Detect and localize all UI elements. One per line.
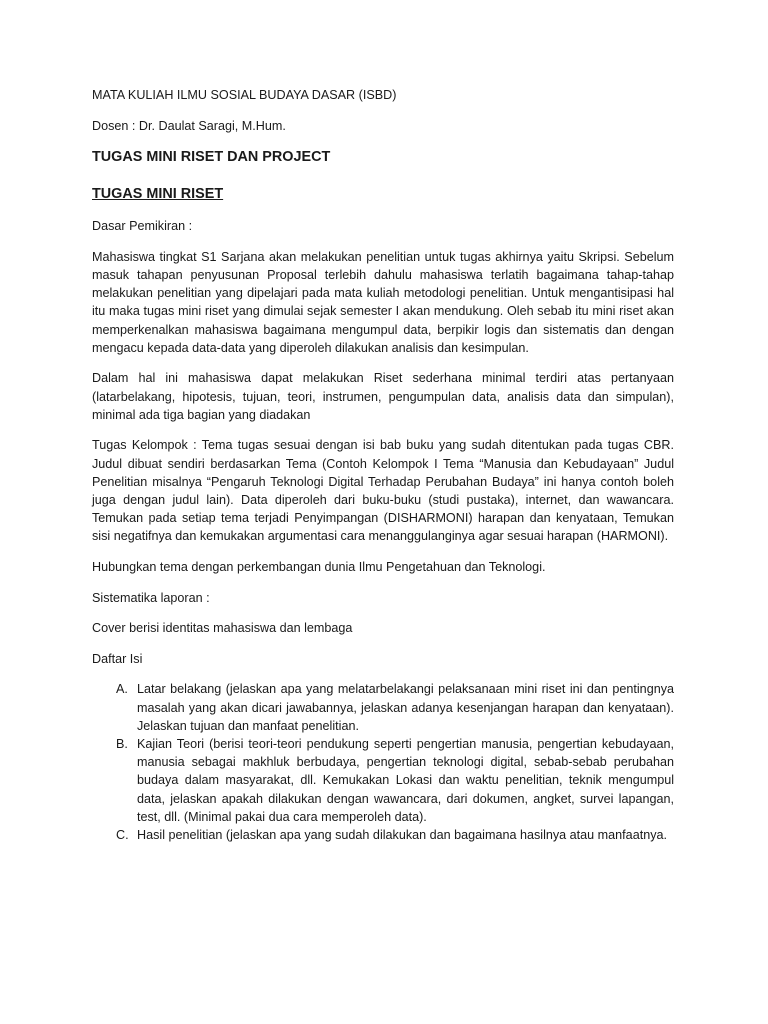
lecturer-line: Dosen : Dr. Daulat Saragi, M.Hum.: [92, 118, 286, 133]
rationale-label: Dasar Pemikiran :: [92, 219, 193, 234]
list-item-text: Hasil penelitian (jelaskan apa yang sudah dilakukan dan bagaimana hasilnya atau manfaatnya.: [137, 828, 667, 842]
list-item-text: Kajian Teori (berisi teori-teori pendukung seperti pengertian manusia, pengertian kebudayaan, manusia sebagai makhluk berbudaya, pengertian teknologi digital, sebab-sebab perubahan budaya dalam masyarakat, dll. Kemukakan Lokasi dan waktu penelitian, teknik mengumpul data, jelaskan apakah dilakukan dengan wawancara, dari dokumen, angket, survei lapangan, test, dll. (Minimal pakai dua cara memperoleh data).: [137, 736, 674, 824]
cover-line: Cover berisi identitas mahasiswa dan lembaga: [92, 621, 353, 636]
list-item: [92, 826, 674, 844]
toc-label: Daftar Isi: [92, 651, 143, 666]
list-item: [92, 680, 674, 735]
course-line: MATA KULIAH ILMU SOSIAL BUDAYA DASAR (ISBD): [92, 88, 397, 102]
sub-heading: TUGAS MINI RISET: [92, 186, 224, 203]
paragraph-rationale: Mahasiswa tingkat S1 Sarjana akan melakukan penelitian untuk tugas akhirnya yaitu Skripsi. Sebelum masuk tahapan penyusunan Proposal terlebih dahulu mahasiswa terlatih bagaimana tahap-tahap melakukan penelitian yang dipelajari pada mata kuliah metodologi penelitian. Untuk mengantisipasi hal itu maka tugas mini riset yang dimulai sejak semester I akan mendukung. Oleh sebab itu mini riset akan memperkenalkan mahasiswa bagaimana mengumpul data, berpikir logis dan sistematis dan dengan mengacu kepada data-data yang diperoleh dilakukan analisis dan kesimpulan.: [92, 249, 674, 355]
paragraph-research-scope: Dalam hal ini mahasiswa dapat melakukan Riset sederhana minimal terdiri atas pertanyaan (latarbelakang, hipotesis, tujuan, teori, instrumen, pengumpulan data, analisis data dan simpulan), minimal ada tiga bagian yang diadakan: [92, 371, 674, 422]
list-marker: A.: [116, 682, 128, 697]
list-item: [92, 735, 674, 826]
list-marker: B.: [116, 736, 128, 751]
list-marker: C.: [116, 828, 129, 842]
paragraph-relate-theme: Hubungkan tema dengan perkembangan dunia Ilmu Pengetahuan dan Teknologi.: [92, 560, 546, 574]
list-item-text: Latar belakang (jelaskan apa yang melatarbelakangi pelaksanaan mini riset ini dan pentingnya masalah yang akan dicari jawabannya, jelaskan adanya kesenjangan harapan dan kenyataan). Jelaskan tujuan dan manfaat penelitian.: [137, 682, 674, 733]
section-list: [92, 680, 674, 844]
report-label: Sistematika laporan :: [92, 590, 210, 605]
paragraph-group-task: Tugas Kelompok : Tema tugas sesuai dengan isi bab buku yang sudah ditentukan pada tugas CBR. Judul dibuat sendiri berdasarkan Tema (Contoh Kelompok I Tema “Manusia dan Kebudayaan” Judul Penelitian misalnya “Pengaruh Teknologi Digital Terhadap Perubahan Budaya” ini hanya contoh boleh juga dengan judul lain). Data diperoleh dari buku-buku (studi pustaka), internet, dan wawancara. Temukan pada setiap tema terjadi Penyimpangan (DISHARMONI) harapan dan kenyataan, Temukan sisi negatifnya dan kemukakan argumentasi cara menanggulanginya agar sesuai harapan (HARMONI).: [92, 438, 674, 544]
document-page: [92, 86, 674, 844]
main-heading: TUGAS MINI RISET DAN PROJECT: [92, 149, 331, 166]
